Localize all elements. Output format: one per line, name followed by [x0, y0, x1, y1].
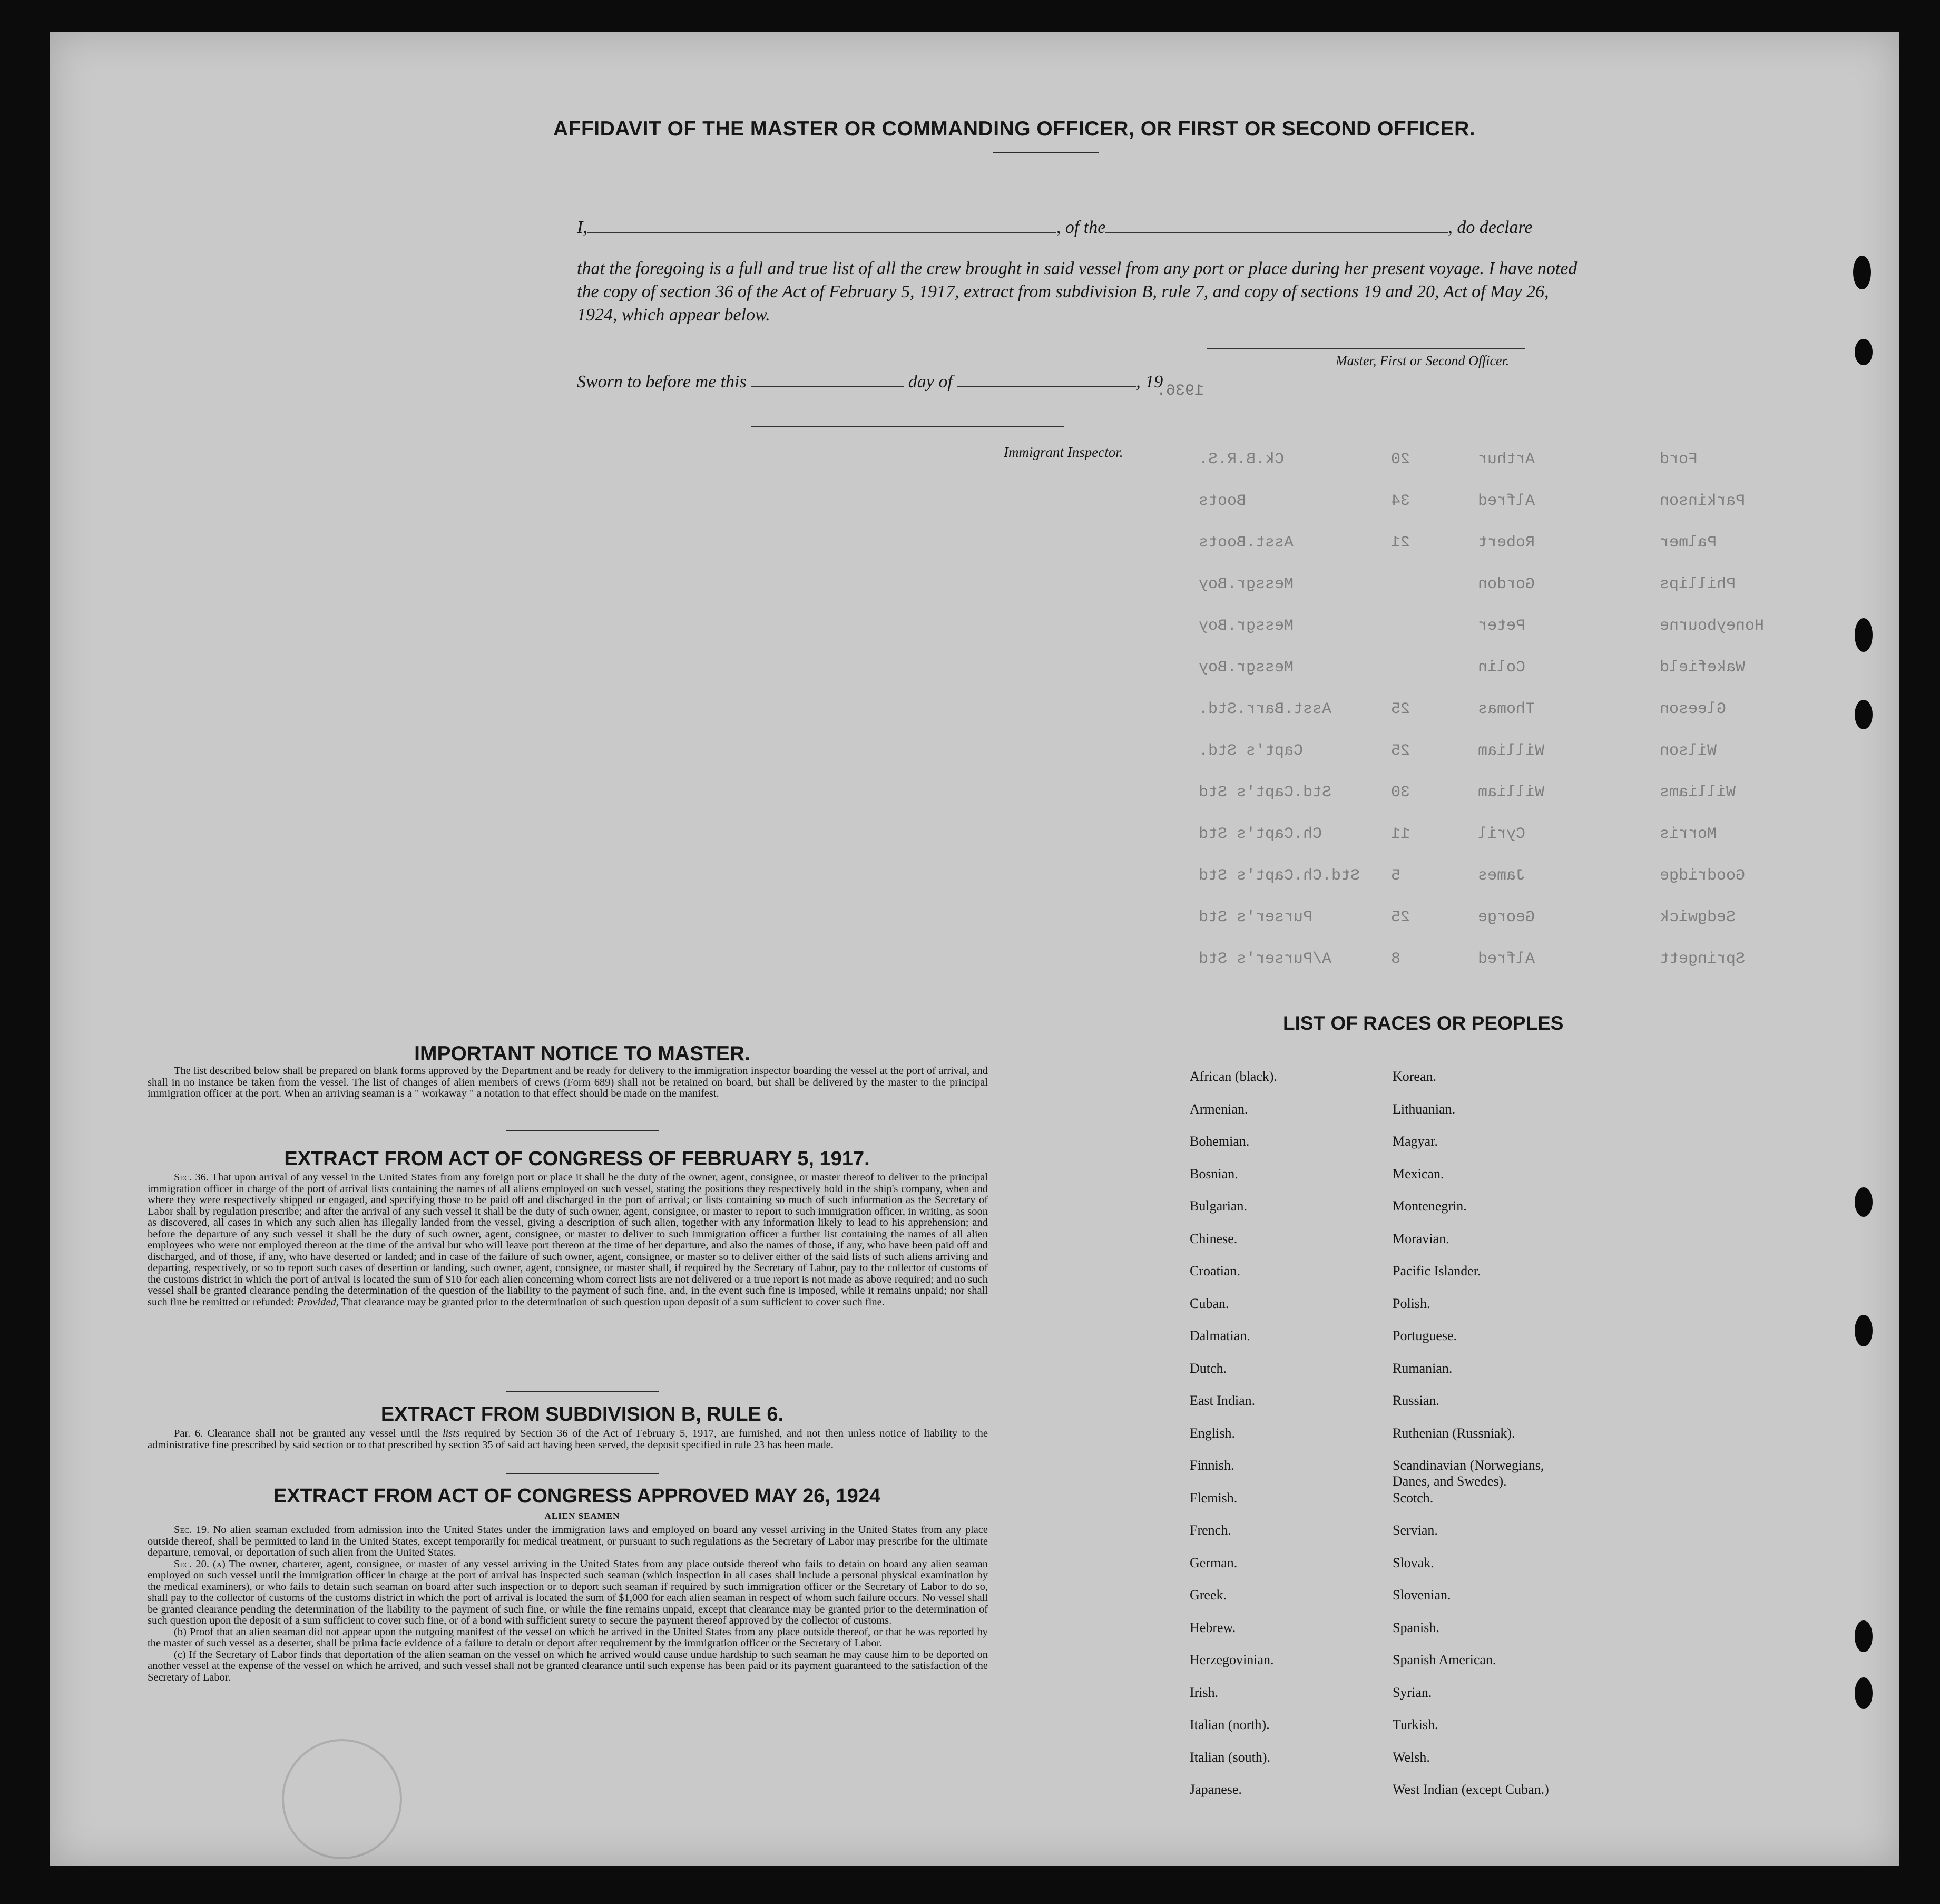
show-through-surname: Wakefield — [1660, 659, 1746, 677]
show-through-given: James — [1478, 867, 1526, 885]
race-item: Dutch. — [1190, 1360, 1227, 1376]
rule-6-lists-word: lists — [442, 1428, 460, 1439]
show-through-age: 30 — [1391, 784, 1410, 802]
show-through-row — [50, 950, 1899, 971]
race-item: Dalmatian. — [1190, 1328, 1250, 1343]
show-through-age: 21 — [1391, 534, 1410, 552]
race-item: Lithuanian. — [1393, 1101, 1456, 1117]
races-title: LIST OF RACES OR PEOPLES — [1283, 1012, 1564, 1034]
punch-hole — [1855, 700, 1873, 729]
proviso-label: Provided, — [297, 1296, 339, 1308]
show-through-given: Cyril — [1478, 825, 1526, 843]
sec-20b-text: (b) Proof that an alien seaman did not appear upon the outgoing manifest of the vessel on which he arrived in the United States from any place outside thereof, or that he was reported by the master of such vessel as a deserter, shall be prima facie evidence of a failure to detain or deport after requirement by the immigration officer or the Secretary of Labor. — [148, 1626, 988, 1649]
show-through-row — [50, 492, 1899, 513]
sec-20a-text: The owner, charterer, agent, consignee, or master of any vessel arriving in the United States from any place outside thereof who fails to detain on board any alien seaman employed on such vessel until the immigration officer in charge at the port of arrival has inspected such seaman (which inspection in all cases shall include a personal physical examination by the medical examiners), or who fails to detain such seaman on board after such inspection or to deport such seaman if required by such immigration officer or the Secretary of Labor to do so, shall pay to the collector of customs of the customs district in which the port of arrival is located the sum of $1,000 for each alien seaman in respect of whom such failure occurs. No vessel shall be granted clearance pending the determination of the liability to the payment of such fine, or while the fine remains unpaid, except that clearance may be granted prior to the determination of such question upon the deposit of a sum sufficient to cover such fine, or of a bond with sufficient surety to secure the payment thereof approved by the collector of customs. — [148, 1558, 988, 1626]
race-item: Chinese. — [1190, 1231, 1238, 1246]
show-through-given: Colin — [1478, 659, 1526, 677]
show-through-given: Alfred — [1478, 950, 1535, 968]
show-through-surname: Springett — [1660, 950, 1746, 968]
show-through-surname: Goodridge — [1660, 867, 1746, 885]
show-through-given: William — [1478, 742, 1545, 760]
race-item: Turkish. — [1393, 1717, 1438, 1732]
show-through-rank: Ck.B.R.S. — [1199, 451, 1285, 468]
name-blank — [587, 217, 1056, 233]
month-blank — [957, 372, 1136, 387]
sworn-text: Sworn to before me this — [577, 372, 747, 392]
sec-20c-text: (c) If the Secretary of Labor finds that deportation of the alien seaman on the vessel on which he arrived would cause undue hardship to such seaman he may cause him to be deported on another vessel at the expense of the vessel on which he arrived, and such vessel shall not be granted clearance until such expense has been paid or its payment guaranteed to the satisfaction of the Secretary of Labor. — [148, 1648, 988, 1683]
race-item: Spanish. — [1393, 1619, 1439, 1635]
show-through-age: 25 — [1391, 700, 1410, 718]
race-item: Moravian. — [1393, 1231, 1449, 1246]
section-rule — [506, 1130, 659, 1131]
sec-19-text: No alien seaman excluded from admission into the United States under the immigration laws and employed on board any vessel arriving in the United States from any place outside thereof, shall be permitted to land in the United States, except temporarily for medical treatment, or pursuant to such regulations as the Secretary of Labor may prescribe for the ultimate departure, removal, or deportation of such alien from the United States. — [148, 1524, 988, 1558]
show-through-row — [50, 617, 1899, 638]
show-through-age: 25 — [1391, 909, 1410, 926]
day-blank — [751, 372, 904, 387]
show-through-given: Gordon — [1478, 575, 1535, 593]
show-through-row — [50, 451, 1899, 472]
day-of-text: day of — [908, 372, 953, 392]
show-through-row — [50, 659, 1899, 680]
show-through-row — [50, 534, 1899, 555]
show-through-row — [50, 909, 1899, 930]
show-through-rank: Purser's Std — [1199, 909, 1313, 926]
extract-1917-body — [148, 1172, 988, 1308]
punch-hole — [1855, 618, 1873, 652]
punch-hole — [1855, 339, 1873, 365]
race-item: Finnish. — [1190, 1458, 1234, 1473]
show-through-rank: Messgr.Boy — [1199, 659, 1294, 677]
sec-36-label: Sec. 36. — [174, 1171, 209, 1183]
notice-text: The list described below shall be prepared on blank forms approved by the Department and be ready for delivery to the immigration inspector boarding the vessel at the port of arrival, and shall in no instance be taken from the vessel. The list of changes of alien members of crews (Form 689) shall not be retained on board, but shall be delivered by the master to the principal immigration officer at the port. When an arriving seaman is a " workaway " a notation to that effect should be made on the manifest. — [148, 1065, 988, 1099]
extract-1924-body — [148, 1525, 988, 1683]
show-through-rank: Asst.Boots — [1199, 534, 1294, 552]
declaration-i: I, — [577, 218, 587, 237]
race-item: German. — [1190, 1555, 1238, 1570]
show-through-age: 25 — [1391, 742, 1410, 760]
section-rule — [506, 1473, 659, 1474]
rule-6-body — [148, 1428, 988, 1451]
extract-1924-title: EXTRACT FROM ACT OF CONGRESS APPROVED MAY 26, 1924 — [273, 1485, 881, 1507]
races-column-2 — [1393, 1069, 1667, 1814]
show-through-row — [50, 700, 1899, 721]
race-item: Italian (north). — [1190, 1717, 1270, 1732]
show-through-surname: Parkinson — [1660, 492, 1746, 510]
race-item: Polish. — [1393, 1295, 1430, 1311]
race-item: Croatian. — [1190, 1263, 1241, 1278]
race-item: Bohemian. — [1190, 1134, 1250, 1149]
show-through-row — [50, 742, 1899, 763]
title-rule — [993, 152, 1099, 153]
declaration-do-declare: , do declare — [1448, 218, 1533, 237]
rule-6-text-b: required by Section 36 of the Act of February 5, 1917, are furnished, and not then unless notice of liability to the administrative fine prescribed by said section or to that prescribed by section 35 of said act having been served, the deposit specified in rule 23 has been made. — [148, 1428, 988, 1451]
rule-6-title: EXTRACT FROM SUBDIVISION B, RULE 6. — [380, 1403, 784, 1425]
show-through-surname: Sedgwick — [1660, 909, 1736, 926]
show-through-given: Thomas — [1478, 700, 1535, 718]
race-item: Greek. — [1190, 1587, 1227, 1603]
notice-title: IMPORTANT NOTICE TO MASTER. — [414, 1042, 750, 1065]
extract-1917-title: EXTRACT FROM ACT OF CONGRESS OF FEBRUARY 5, 1917. — [284, 1148, 870, 1170]
punch-hole — [1853, 256, 1871, 289]
section-rule — [506, 1391, 659, 1392]
race-item: English. — [1190, 1425, 1235, 1441]
show-through-surname: Phillips — [1660, 575, 1736, 593]
show-through-surname: Palmer — [1660, 534, 1717, 552]
show-through-age: 34 — [1391, 492, 1410, 510]
notice-body — [148, 1066, 988, 1100]
show-through-given: William — [1478, 784, 1545, 802]
race-item: Armenian. — [1190, 1101, 1248, 1117]
declaration-of-the: , of the — [1056, 218, 1106, 237]
show-through-given: Robert — [1478, 534, 1535, 552]
race-item: East Indian. — [1190, 1393, 1256, 1408]
race-item: West Indian (except Cuban.) — [1393, 1782, 1549, 1797]
vessel-blank — [1105, 217, 1448, 233]
show-through-age: 20 — [1391, 451, 1410, 468]
race-item: Herzegovinian. — [1190, 1652, 1274, 1667]
signature-line — [1207, 348, 1525, 349]
race-item: Flemish. — [1190, 1490, 1238, 1506]
year-prefix: , 19 — [1136, 372, 1163, 392]
show-through-rank: A/Purser's Std — [1199, 950, 1332, 968]
proviso-text: That clearance may be granted prior to the determination of such question upon deposit of a sum sufficient to cover such fine. — [341, 1296, 885, 1308]
race-item: French. — [1190, 1522, 1231, 1538]
show-through-row — [50, 825, 1899, 846]
signature-label: Master, First or Second Officer. — [1336, 353, 1510, 368]
show-through-rank: Messgr.Boy — [1199, 617, 1294, 635]
race-item: Magyar. — [1393, 1134, 1438, 1149]
inspector-line — [751, 426, 1064, 427]
show-through-surname: Williams — [1660, 784, 1736, 802]
show-through-age: 8 — [1391, 950, 1401, 968]
show-through-rank: Std.Ch.Capt's Std — [1199, 867, 1360, 885]
sec-36-text: That upon arrival of any vessel in the United States from any foreign port or place it shall be the duty of the owner, agent, consignee, or master thereof to deliver to the principal immigration officer in charge of the port of arrival lists containing the names of all aliens employed on such vessel, stating the positions they respectively hold in the ship's company, when and where they were respectively shipped or engaged, and specifying those to be paid off and discharged in the port of arrival; or lists containing so much of such information as the Secretary of Labor shall by regulation prescribe; and after the arrival of any such vessel it shall be the duty of such owner, agent, consignee, or master to report to such immigration officer, in writing, as soon as discovered, all cases in which any such alien has illegally landed from the vessel, giving a description of such alien, together with any information likely to lead to his apprehension; and before the departure of any such vessel it shall be the duty of such owner, agent, consignee, or master to deliver to such immigration officer a further list containing the names of all alien employees who were not employed thereon at the time of the arrival but who will leave port thereon at the time of her departure, and also the names of those, if any, who have been paid off and discharged, and of those, if any, who have deserted or landed; and in case of the failure of such owner, agent, consignee, or master so to deliver either of the said lists of such aliens arriving and departing, respectively, or so to report such cases of desertion or landing, such owner, agent, consignee, or master shall, if required by the Secretary of Labor, pay to the collector of customs of the customs district in which the port of arrival is located the sum of $10 for each alien concerning whom correct lists are not delivered or a true report is not made as above required; and no such vessel shall be granted clearance pending the determination of the question of the liability to the payment of such fine, and, in the event such fine is imposed, while it remains unpaid; nor shall such fine be remitted or refunded: — [148, 1171, 988, 1308]
punch-hole — [1855, 1187, 1873, 1217]
show-through-year: 1936. — [1157, 382, 1204, 400]
race-item: Irish. — [1190, 1684, 1219, 1700]
show-through-rank: Std.Capt's Std — [1199, 784, 1332, 802]
race-item: Slovenian. — [1393, 1587, 1451, 1603]
show-through-row — [50, 784, 1899, 805]
declaration-line — [577, 217, 1533, 238]
race-item: Japanese. — [1190, 1782, 1242, 1797]
show-through-age: 5 — [1391, 867, 1401, 885]
punch-hole — [1855, 1620, 1873, 1652]
race-item: Welsh. — [1393, 1749, 1430, 1765]
race-item: Cuban. — [1190, 1295, 1229, 1311]
show-through-age: 11 — [1391, 825, 1410, 843]
race-item: Bulgarian. — [1190, 1198, 1248, 1214]
show-through-row — [50, 867, 1899, 888]
race-item: Bosnian. — [1190, 1166, 1238, 1182]
show-through-surname: Gleeson — [1660, 700, 1727, 718]
race-item: Russian. — [1393, 1393, 1439, 1408]
show-through-rank: Capt's Std. — [1199, 742, 1304, 760]
race-item: Scotch. — [1393, 1490, 1434, 1506]
show-through-surname: Wilson — [1660, 742, 1717, 760]
race-item: Slovak. — [1393, 1555, 1434, 1570]
punch-hole — [1855, 1677, 1873, 1709]
race-item: Portuguese. — [1393, 1328, 1457, 1343]
show-through-given: Peter — [1478, 617, 1526, 635]
affidavit-title: AFFIDAVIT OF THE MASTER OR COMMANDING OFFICER, OR FIRST OR SECOND OFFICER. — [553, 118, 1476, 140]
show-through-rank: Asst.Barr.Std. — [1199, 700, 1332, 718]
alien-seamen-subtitle: ALIEN SEAMEN — [544, 1511, 620, 1521]
race-item: Mexican. — [1393, 1166, 1444, 1182]
sworn-line — [577, 372, 1163, 392]
show-through-rank: Boots — [1199, 492, 1247, 510]
race-item: Montenegrin. — [1393, 1198, 1467, 1214]
show-through-row — [50, 575, 1899, 597]
race-item: Hebrew. — [1190, 1619, 1236, 1635]
race-item: Spanish American. — [1393, 1652, 1496, 1667]
rule-6-text-a: Par. 6. Clearance shall not be granted any vessel until the — [174, 1428, 438, 1439]
race-item: Scandinavian (Norwegians, Danes, and Swedes). — [1393, 1458, 1544, 1489]
race-item: Servian. — [1393, 1522, 1438, 1538]
race-item: Rumanian. — [1393, 1360, 1453, 1376]
race-item: African (black). — [1190, 1069, 1278, 1084]
show-through-rank: Ch.Capt's Std — [1199, 825, 1322, 843]
show-through-rank: Messgr.Boy — [1199, 575, 1294, 593]
race-item: Ruthenian (Russniak). — [1393, 1425, 1515, 1441]
document-page — [50, 32, 1899, 1866]
race-item: Korean. — [1393, 1069, 1437, 1084]
sec-19-label: Sec. 19. — [174, 1524, 210, 1536]
show-through-surname: Ford — [1660, 451, 1698, 468]
show-through-given: George — [1478, 909, 1535, 926]
race-item: Italian (south). — [1190, 1749, 1271, 1765]
race-item: Syrian. — [1393, 1684, 1432, 1700]
show-through-surname: Morris — [1660, 825, 1717, 843]
inspector-label: Immigrant Inspector. — [1004, 444, 1123, 460]
show-through-surname: Honeybourne — [1660, 617, 1765, 635]
race-item: Pacific Islander. — [1393, 1263, 1481, 1278]
punch-hole — [1855, 1315, 1873, 1346]
sec-20-label: Sec. 20. (a) — [174, 1558, 226, 1570]
faint-stamp — [282, 1739, 402, 1859]
show-through-given: Arthur — [1478, 451, 1535, 468]
show-through-given: Alfred — [1478, 492, 1535, 510]
declaration-body: that the foregoing is a full and true list of all the crew brought in said vessel from any port or place during her present voyage. I have noted the copy of section 36 of the Act of February 5, 1917, extract from subdivision B, rule 7, and copy of sections 19 and 20, Act of May 26, 1924, which appear below. — [577, 259, 1578, 325]
